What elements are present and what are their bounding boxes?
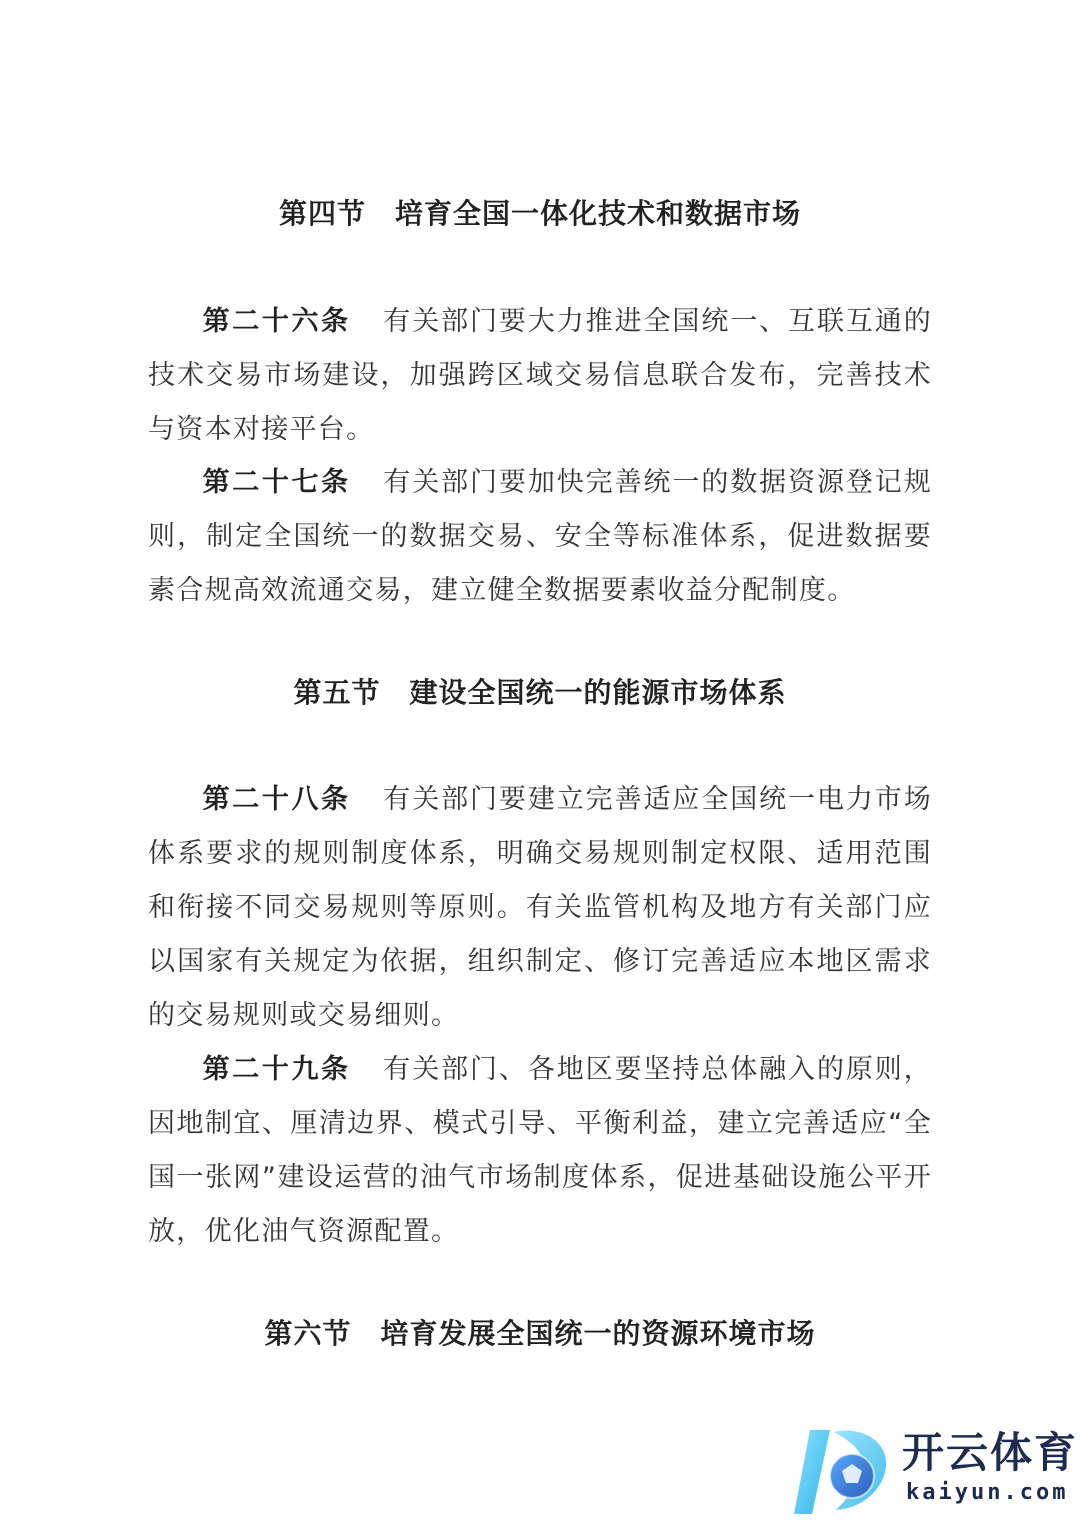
- watermark-domain: kaiyun.com: [906, 1480, 1069, 1505]
- article-label: 第二十七条: [202, 467, 351, 498]
- article-text: 有关部门要加快完善统一的数据资源登记规则，制定全国统一的数据交易、安全等标准体系，促进数据要素合规高效流通交易，建立健全数据要素收益分配制度。: [148, 467, 932, 606]
- article-26: [148, 295, 932, 457]
- section-title-5: 第五节 建设全国统一的能源市场体系: [293, 676, 787, 709]
- article-29: [148, 1043, 932, 1259]
- k-ball-logo-icon: [790, 1422, 900, 1522]
- article-27: [148, 456, 932, 618]
- article-text: 有关部门、各地区要坚持总体融入的原则，因地制宜、厘清边界、模式引导、平衡利益，建立完善适应“全国一张网”建设运营的油气市场制度体系，促进基础设施公平开放，优化油气资源配置。: [148, 1054, 932, 1247]
- article-label: 第二十八条: [202, 784, 351, 815]
- article-label: 第二十九条: [202, 1054, 351, 1085]
- section-title-4: 第四节 培育全国一体化技术和数据市场: [278, 197, 801, 230]
- section-title-6: 第六节 培育发展全国统一的资源环境市场: [264, 1317, 816, 1350]
- watermark-brand: 开云体育: [902, 1428, 1079, 1477]
- article-28: [148, 773, 932, 1043]
- kaiyun-watermark-logo: [790, 1422, 1079, 1522]
- article-label: 第二十六条: [202, 306, 351, 337]
- article-text: 有关部门要建立完善适应全国统一电力市场体系要求的规则制度体系，明确交易规则制定权限、适用范围和衔接不同交易规则等原则。有关监管机构及地方有关部门应以国家有关规定为依据，组织制定、修订完善适应本地区需求的交易规则或交易细则。: [148, 784, 932, 1031]
- article-text: 有关部门要大力推进全国统一、互联互通的技术交易市场建设，加强跨区域交易信息联合发布，完善技术与资本对接平台。: [148, 306, 932, 445]
